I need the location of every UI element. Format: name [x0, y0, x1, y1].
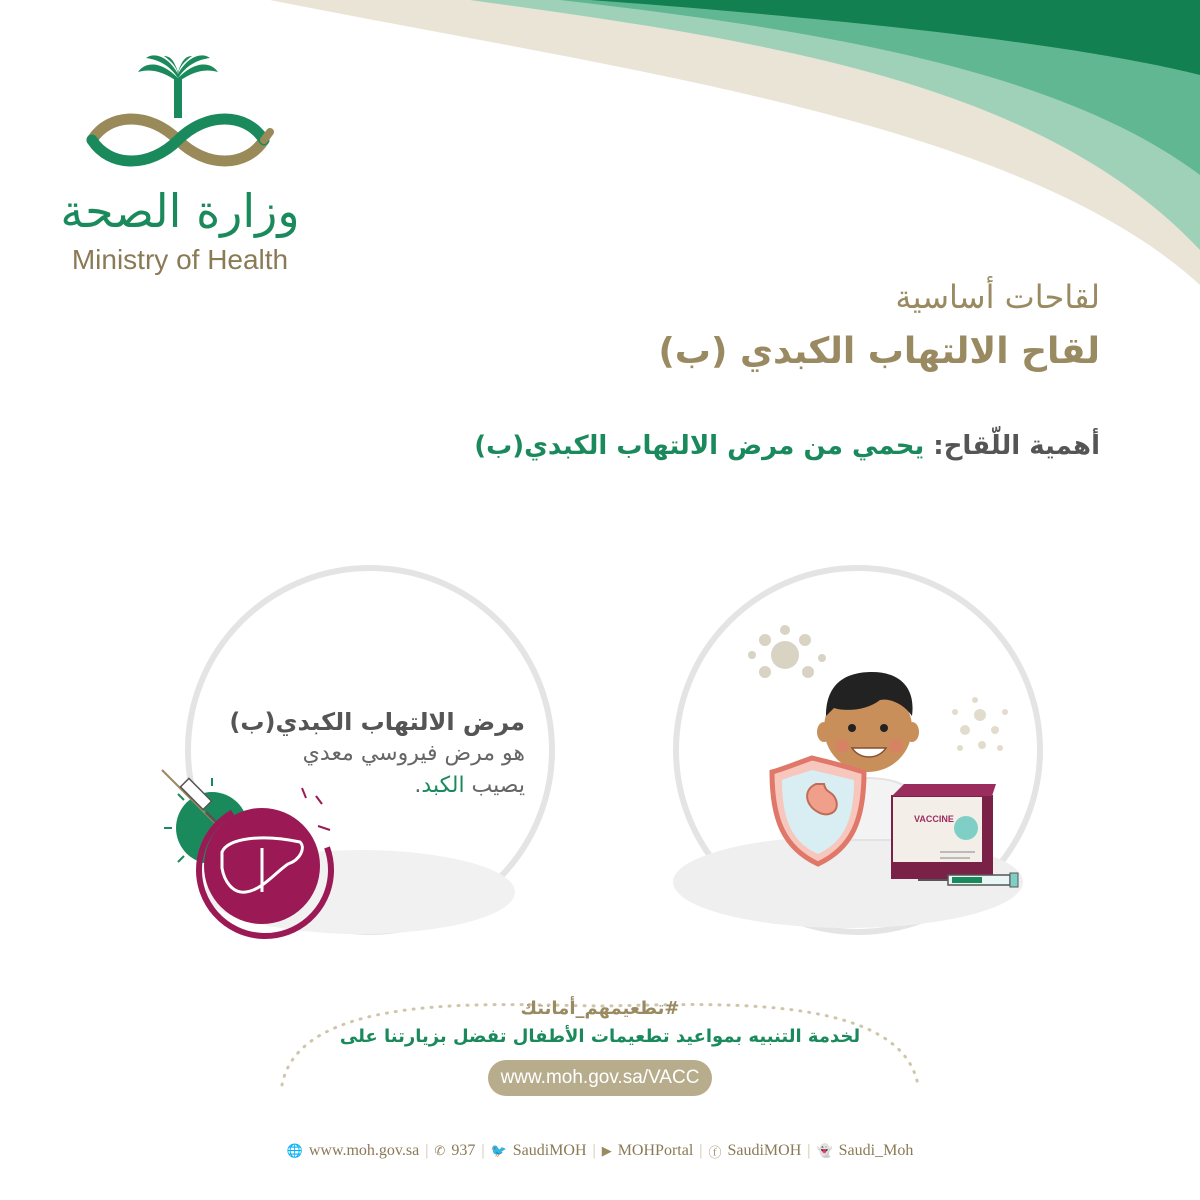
disease-title: مرض الالتهاب الكبدي(ب)	[229, 708, 525, 736]
disease-line-2-prefix: يصيب	[464, 773, 525, 799]
footer-separator: |	[699, 1142, 703, 1159]
snapchat-icon: 👻	[816, 1143, 833, 1159]
facebook-icon: ⓕ	[708, 1145, 722, 1161]
logo-arabic-text: وزارة الصحة	[60, 184, 300, 238]
importance-value: يحمي من مرض الالتهاب الكبدي(ب)	[474, 431, 925, 461]
phone-icon: ✆	[434, 1143, 446, 1159]
footer-website[interactable]: www.moh.gov.sa	[308, 1142, 420, 1159]
youtube-icon: ▶	[601, 1143, 612, 1159]
palm-icon	[138, 55, 218, 118]
footer-youtube[interactable]: MOHPortal	[617, 1142, 694, 1159]
footer-separator: |	[592, 1142, 596, 1159]
footer-facebook[interactable]: SaudiMOH	[727, 1142, 802, 1159]
vaccine-box	[892, 784, 996, 878]
germ-icon	[748, 625, 826, 678]
page-subtitle: لقاحات أساسية	[895, 278, 1100, 316]
footer-separator: |	[481, 1142, 485, 1159]
footer-phone[interactable]: 937	[451, 1142, 476, 1159]
footer-twitter[interactable]: SaudiMOH	[512, 1142, 587, 1159]
crossed-swords-icon	[92, 119, 270, 161]
vaccination-url-link[interactable]: www.moh.gov.sa/VACC	[488, 1060, 712, 1096]
page-title: لقاح الالتهاب الكبدي (ب)	[658, 331, 1100, 372]
vaccine-importance	[474, 430, 1100, 464]
footer-snapchat[interactable]: Saudi_Moh	[838, 1142, 914, 1159]
twitter-icon: 🐦	[490, 1143, 507, 1159]
globe-icon: 🌐	[286, 1143, 303, 1159]
disease-organ: الكبد	[421, 773, 465, 799]
hashtag: #تطعيمهم_أمانتك	[520, 998, 680, 1019]
disease-description	[195, 706, 525, 802]
disease-line-2	[195, 770, 525, 802]
footer-separator: |	[425, 1142, 429, 1159]
footer-separator: |	[807, 1142, 811, 1159]
disease-line-2-suffix: .	[414, 773, 422, 799]
footer-contacts	[270, 1138, 930, 1164]
logo-english-text: Ministry of Health	[71, 244, 289, 275]
vaccine-box-label: VACCINE	[914, 814, 954, 824]
importance-label: أهمية اللّقاح:	[933, 431, 1100, 461]
reminder-notice: لخدمة التنبيه بمواعيد تطعيمات الأطفال تفضل بزيارتنا على	[339, 1026, 861, 1047]
disease-line-1: هو مرض فيروسي معدي	[302, 741, 525, 767]
dots-cluster-icon	[952, 697, 1008, 751]
